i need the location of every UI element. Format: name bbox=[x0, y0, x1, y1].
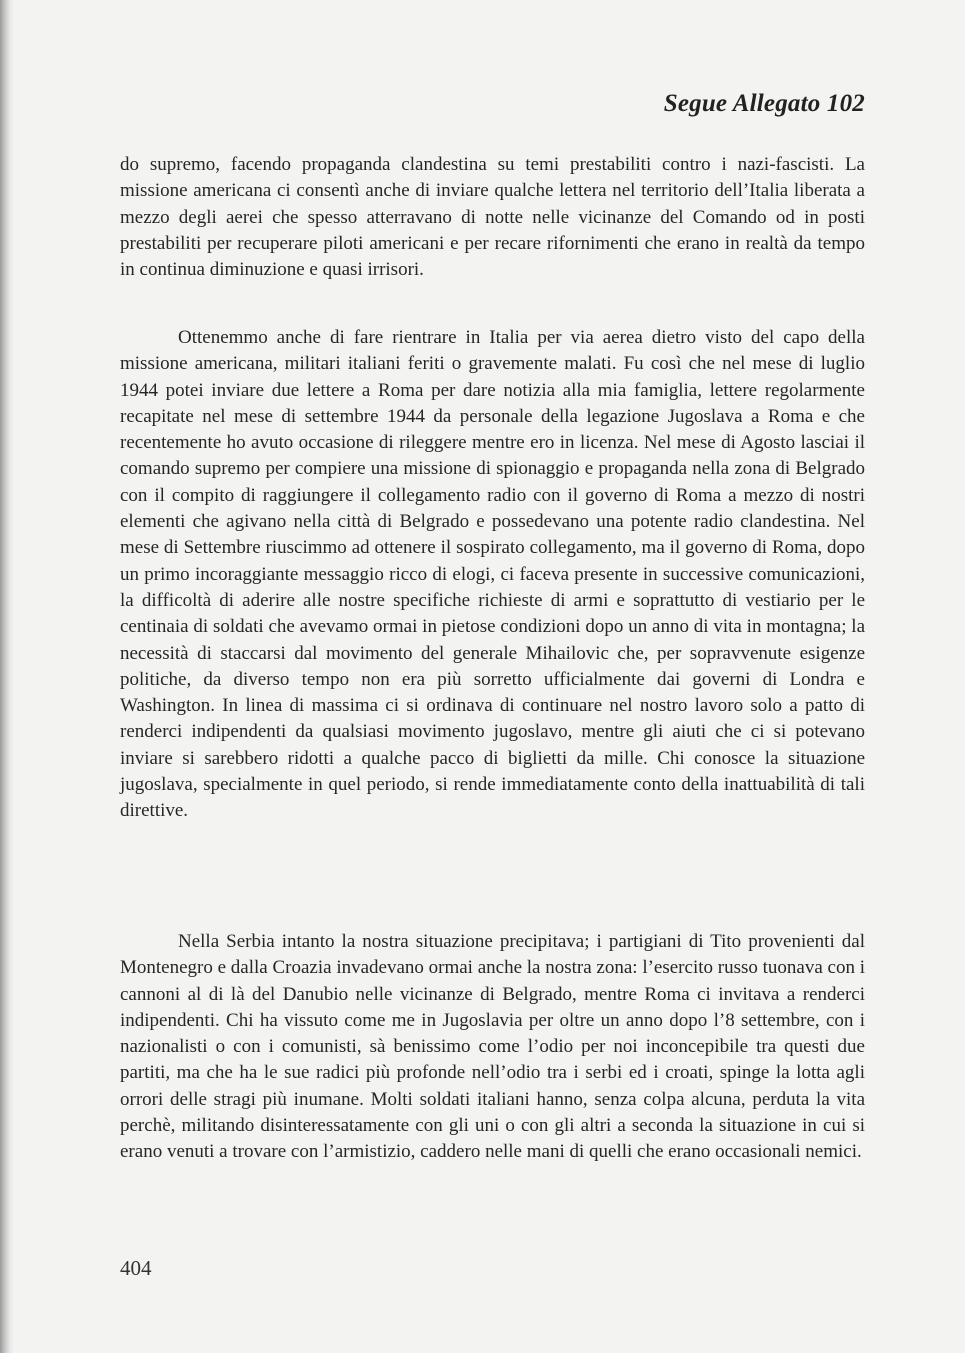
page-binding-shadow bbox=[0, 0, 14, 1353]
paragraph-1: do supremo, facendo propaganda clandestina su temi prestabiliti contro i nazi-fascisti. La missione americana ci consentì anche di inviare qualche lettera nel territorio dell’Italia liberata a mezzo degli aerei che spesso atterravano di notte nelle vicinanze del Comando od in posti prestabiliti per recuperare piloti americani e per recare rifornimenti che erano in realtà da tempo in continua diminuzione e quasi irrisori. bbox=[120, 154, 865, 281]
paragraph-3: Nella Serbia intanto la nostra situazione precipitava; i partigiani di Tito provenienti dal Montenegro e dalla Croazia invadevano ormai anche la nostra zona: l’esercito russo tuonava con i cannoni al di là del Danubio nelle vicinanze di Belgrado, mentre Roma ci invitava a renderci indipendenti. Chi ha vissuto come me in Jugoslavia per oltre un anno dopo l’8 settembre, con i nazionalisti o con i comunisti, sà benissimo come l’odio per noi inconcepibile tra questi due partiti, ma che ha le sue radici più profonde nell’odio tra i serbi ed i croati, spinge la lotta agli orrori delle stragi più inumane. Molti soldati italiani hanno, senza colpa alcuna, perduta la vita perchè, militando disinteressatamente con gli uni o con gli altri a seconda la situazione in cui si erano venuti a trovare con l’armistizio, caddero nelle mani di quelli che erano occasionali nemici. bbox=[120, 931, 865, 1163]
running-header: Segue Allegato 102 bbox=[663, 90, 865, 117]
paragraph-2: Ottenemmo anche di fare rientrare in Italia per via aerea dietro visto del capo della missione americana, militari italiani feriti o gravemente malati. Fu così che nel mese di luglio 1944 potei inviare due lettere a Roma per dare notizia alla mia famiglia, lettere regolarmente recapitate nel mese di settembre 1944 da personale della legazione Jugoslava a Roma e che recentemente ho avuto occasione di rileggere mentre ero in licenza. Nel mese di Agosto lasciai il comando supremo per compiere una missione di spionaggio e propaganda nella zona di Belgrado con il compito di raggiungere il collegamento radio con il governo di Roma a mezzo di nostri elementi che agivano nella città di Belgrado e possedevano una potente radio clandestina. Nel mese di Settembre riuscimmo ad ottenere il sospirato collegamento, ma il governo di Roma, dopo un primo incoraggiante messaggio ricco di elogi, ci faceva presente in successive comunicazioni, la difficoltà di aderire alle nostre specifiche richieste di armi e soprattutto di vestiario per le centinaia di soldati che avevamo ormai in pietose condizioni dopo un anno di vita in montagna; la necessità di staccarsi dal movimento del generale Mihailovic che, per sopravvenute esigenze politiche, da diverso tempo non era più sorretto ufficialmente dai governi di Londra e Washington. In linea di massima ci si ordinava di continuare nel nostro lavoro solo a patto di renderci indipendenti da qualsiasi movimento jugoslavo, mentre gli aiuti che ci si potevano inviare si sarebbero ridotti a qualche pacco di biglietti da mille. Chi conosce la situazione jugoslava, specialmente in quel periodo, si rende immediatamente conto della inattuabilità di tali direttive. bbox=[120, 327, 865, 822]
page-number: 404 bbox=[120, 1256, 152, 1280]
